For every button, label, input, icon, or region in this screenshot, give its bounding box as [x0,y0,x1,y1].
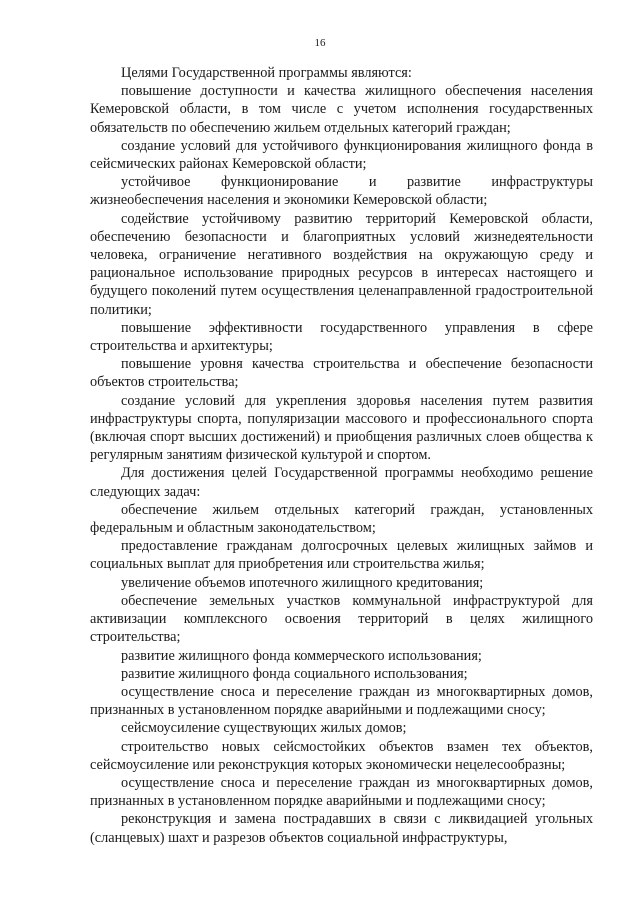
task-item: развитие жилищного фонда коммерческого использования; [121,647,482,664]
goal-item: повышение уровня качества строительства и обеспечение безопасности объектов строительства; [90,356,593,391]
page-number: 16 [314,37,326,49]
task-item: обеспечение жильем отдельных категорий граждан, установленных федеральным и областным законодательством; [90,501,593,537]
goal-item: повышение доступности и качества жилищного обеспечения населения Кемеровской области, в том числе с учетом исполнения государственных обязательств по обеспечению жильем отдельных категорий граждан; [90,83,593,136]
goal-item: создание условий для устойчивого функционирования жилищного фонда в сейсмических районах Кемеровской области; [90,137,593,173]
goal-item: содействие устойчивому развитию территорий Кемеровской области, обеспечению безопасности и благоприятных условий жизнедеятельности человека, ограничение негативного воздействия на окружающую среду и рациональное использование природных ресурсов в интересах настоящего и будущего поколений путем осуществления целенаправленной градостроительной политики; [90,210,593,318]
tasks-heading: Для достижения целей Государственной программы необходимо решение следующих задач: [90,465,593,500]
task-item: обеспечение земельных участков коммунальной инфраструктурой для активизации комплексного освоения территорий в целях жилищного строительства; [90,592,593,646]
task-item: предоставление гражданам долгосрочных целевых жилищных займов и социальных выплат для приобретения или строительства жилья; [90,538,593,573]
goal-item: устойчивое функционирование и развитие инфраструктуры жизнеобеспечения населения и экономики Кемеровской области; [90,174,593,209]
goals-heading: Целями Государственной программы являются: [121,65,412,81]
goal-item: повышение эффективности государственного управления в сфере строительства и архитектуры; [90,319,593,355]
task-item: строительство новых сейсмостойких объектов взамен тех объектов, сейсмоусиление или реконструкция которых экономически нецелесообразны; [90,738,593,773]
task-item: развитие жилищного фонда социального использования; [121,665,468,682]
document-body [90,64,593,847]
task-item: реконструкция и замена пострадавших в связи с ликвидацией угольных (сланцевых) шахт и разрезов объектов социальной инфраструктуры, [90,811,593,846]
goal-item: создание условий для укрепления здоровья населения путем развития инфраструктуры спорта, популяризации массового и профессионального спорта (включая спорт высших достижений) и приобщения различных слоев общества к регулярным занятиям физической культурой и спортом. [90,392,593,464]
task-item: осуществление сноса и переселение граждан из многоквартирных домов, признанных в установленном порядке аварийными и подлежащими сносу; [90,774,593,810]
task-item: сейсмоусиление существующих жилых домов; [121,720,407,737]
task-item: увеличение объемов ипотечного жилищного кредитования; [121,574,484,591]
task-item: осуществление сноса и переселение граждан из многоквартирных домов, признанных в установленном порядке аварийными и подлежащими сносу; [90,683,593,719]
